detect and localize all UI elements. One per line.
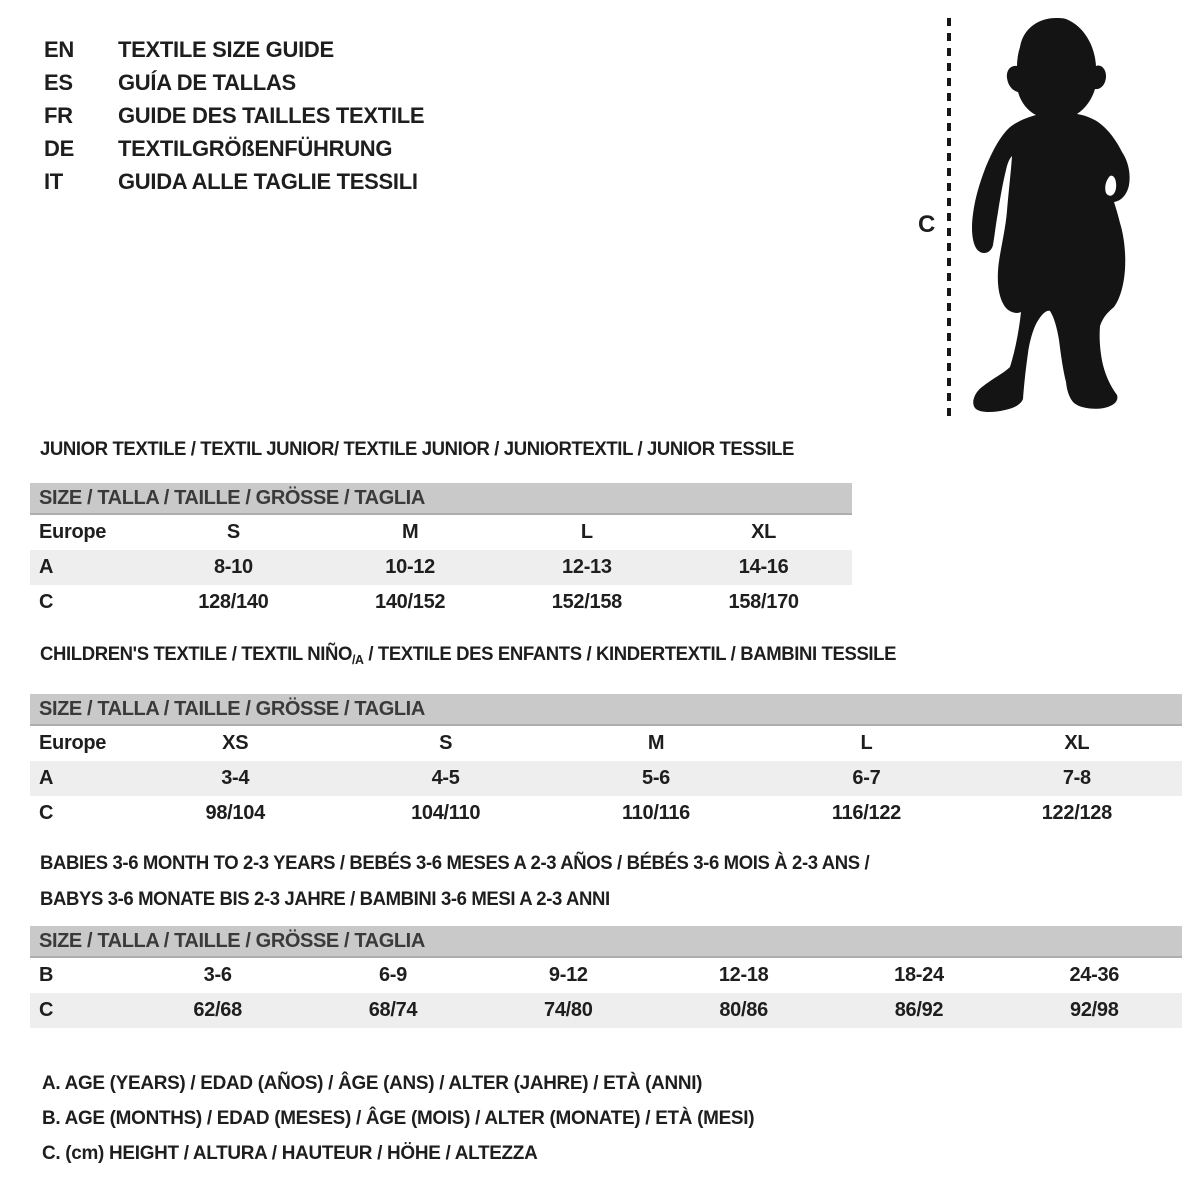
table-row-height [30, 585, 852, 620]
size-cell: M [401, 521, 419, 543]
size-cell: XS [222, 732, 249, 754]
age-cell: 12-18 [718, 964, 769, 986]
toddler-silhouette-icon [962, 16, 1132, 416]
height-cell: 128/140 [198, 591, 269, 613]
table-row-europe [30, 726, 1182, 761]
guide-title: GUÍA DE TALLAS [118, 70, 296, 95]
language-row-en [44, 33, 424, 66]
language-row-de [44, 132, 424, 165]
height-cell: 86/92 [894, 999, 944, 1021]
height-cell: 152/158 [551, 591, 622, 613]
table-row-age [30, 761, 1182, 796]
age-cell: 6-7 [852, 767, 881, 789]
height-cell: 98/104 [205, 802, 265, 824]
babies-section-heading-line1: BABIES 3-6 MONTH TO 2-3 YEARS / BEBÉS 3-6 MESES A 2-3 AÑOS / BÉBÉS 3-6 MOIS À 2-3 ANS / [40, 852, 870, 874]
row-label: Europe [39, 732, 107, 754]
age-cell: 3-4 [221, 767, 250, 789]
guide-title: TEXTILGRÖßENFÜHRUNG [118, 136, 393, 161]
table-row-height [30, 796, 1182, 831]
height-cell: 116/122 [831, 802, 901, 824]
age-cell: 14-16 [738, 556, 789, 578]
junior-section-heading: JUNIOR TEXTILE / TEXTIL JUNIOR/ TEXTILE JUNIOR / JUNIORTEXTIL / JUNIOR TESSILE [40, 438, 795, 460]
table-row-europe [30, 515, 852, 550]
language-code: IT [44, 169, 63, 194]
size-header-bar: SIZE / TALLA / TAILLE / GRÖSSE / TAGLIA [30, 483, 852, 515]
language-row-es [44, 66, 424, 99]
table-row-age-months [30, 958, 1182, 993]
height-measure-label: C [918, 211, 936, 238]
age-cell: 6-9 [378, 964, 407, 986]
height-dashed-line [947, 18, 951, 416]
age-cell: 10-12 [385, 556, 435, 578]
guide-title: TEXTILE SIZE GUIDE [118, 37, 334, 62]
children-heading-sub: /A [352, 652, 364, 667]
age-cell: 3-6 [203, 964, 232, 986]
guide-title: GUIDE DES TAILLES TEXTILE [118, 103, 425, 128]
legend-line-c: C. (cm) HEIGHT / ALTURA / HAUTEUR / HÖHE / ALTEZZA [42, 1142, 538, 1164]
babies-section-heading-line2: BABYS 3-6 MONATE BIS 2-3 JAHRE / BAMBINI 3-6 MESI A 2-3 ANNI [40, 888, 610, 910]
children-heading-pre: CHILDREN'S TEXTILE / TEXTIL NIÑO [40, 643, 353, 665]
age-cell: 4-5 [431, 767, 460, 789]
height-cell: 104/110 [411, 802, 481, 824]
legend [42, 1066, 754, 1171]
height-cell: 92/98 [1070, 999, 1119, 1021]
language-code: EN [44, 37, 74, 62]
children-heading-post: / TEXTILE DES ENFANTS / KINDERTEXTIL / BAMBINI TESSILE [363, 643, 897, 665]
language-row-it [44, 165, 424, 198]
row-label: C [39, 999, 54, 1021]
row-label: A [39, 767, 54, 789]
height-cell: 110/116 [622, 802, 691, 824]
size-header-bar: SIZE / TALLA / TAILLE / GRÖSSE / TAGLIA [30, 926, 1182, 958]
height-cell: 68/74 [368, 999, 418, 1021]
age-cell: 7-8 [1062, 767, 1091, 789]
legend-line-b: B. AGE (MONTHS) / EDAD (MESES) / ÂGE (MOIS) / ALTER (MONATE) / ETÀ (MESI) [42, 1107, 755, 1129]
age-cell: 8-10 [213, 556, 253, 578]
size-cell: S [439, 732, 453, 754]
age-cell: 18-24 [894, 964, 944, 986]
height-cell: 74/80 [544, 999, 593, 1021]
table-row-age [30, 550, 852, 585]
language-code: DE [44, 136, 74, 161]
children-size-table [30, 694, 1182, 831]
height-cell: 80/86 [719, 999, 768, 1021]
babies-size-table [30, 926, 1182, 1028]
row-label: C [39, 591, 54, 613]
row-label: A [39, 556, 54, 578]
age-cell: 12-13 [562, 556, 612, 578]
language-title-list [44, 33, 424, 198]
height-cell: 140/152 [375, 591, 446, 613]
children-section-heading [40, 641, 896, 673]
guide-title: GUIDA ALLE TAGLIE TESSILI [118, 169, 418, 194]
row-label: C [39, 802, 54, 824]
size-cell: XL [1064, 732, 1090, 754]
row-label: Europe [39, 521, 107, 543]
age-cell: 9-12 [548, 964, 588, 986]
language-code: ES [44, 70, 73, 95]
size-cell: XL [751, 521, 777, 543]
row-label: B [39, 964, 54, 986]
size-cell: L [580, 521, 593, 543]
age-cell: 24-36 [1069, 964, 1120, 986]
language-row-fr [44, 99, 424, 132]
junior-size-table [30, 483, 852, 620]
height-cell: 62/68 [193, 999, 242, 1021]
language-code: FR [44, 103, 73, 128]
legend-line-a: A. AGE (YEARS) / EDAD (AÑOS) / ÂGE (ANS) / ALTER (JAHRE) / ETÀ (ANNI) [42, 1072, 703, 1094]
size-cell: S [226, 521, 240, 543]
size-cell: L [860, 732, 873, 754]
table-row-height [30, 993, 1182, 1028]
size-cell: M [647, 732, 665, 754]
size-header-bar: SIZE / TALLA / TAILLE / GRÖSSE / TAGLIA [30, 694, 1182, 726]
height-cell: 122/128 [1041, 802, 1112, 824]
height-cell: 158/170 [728, 591, 799, 613]
age-cell: 5-6 [642, 767, 671, 789]
